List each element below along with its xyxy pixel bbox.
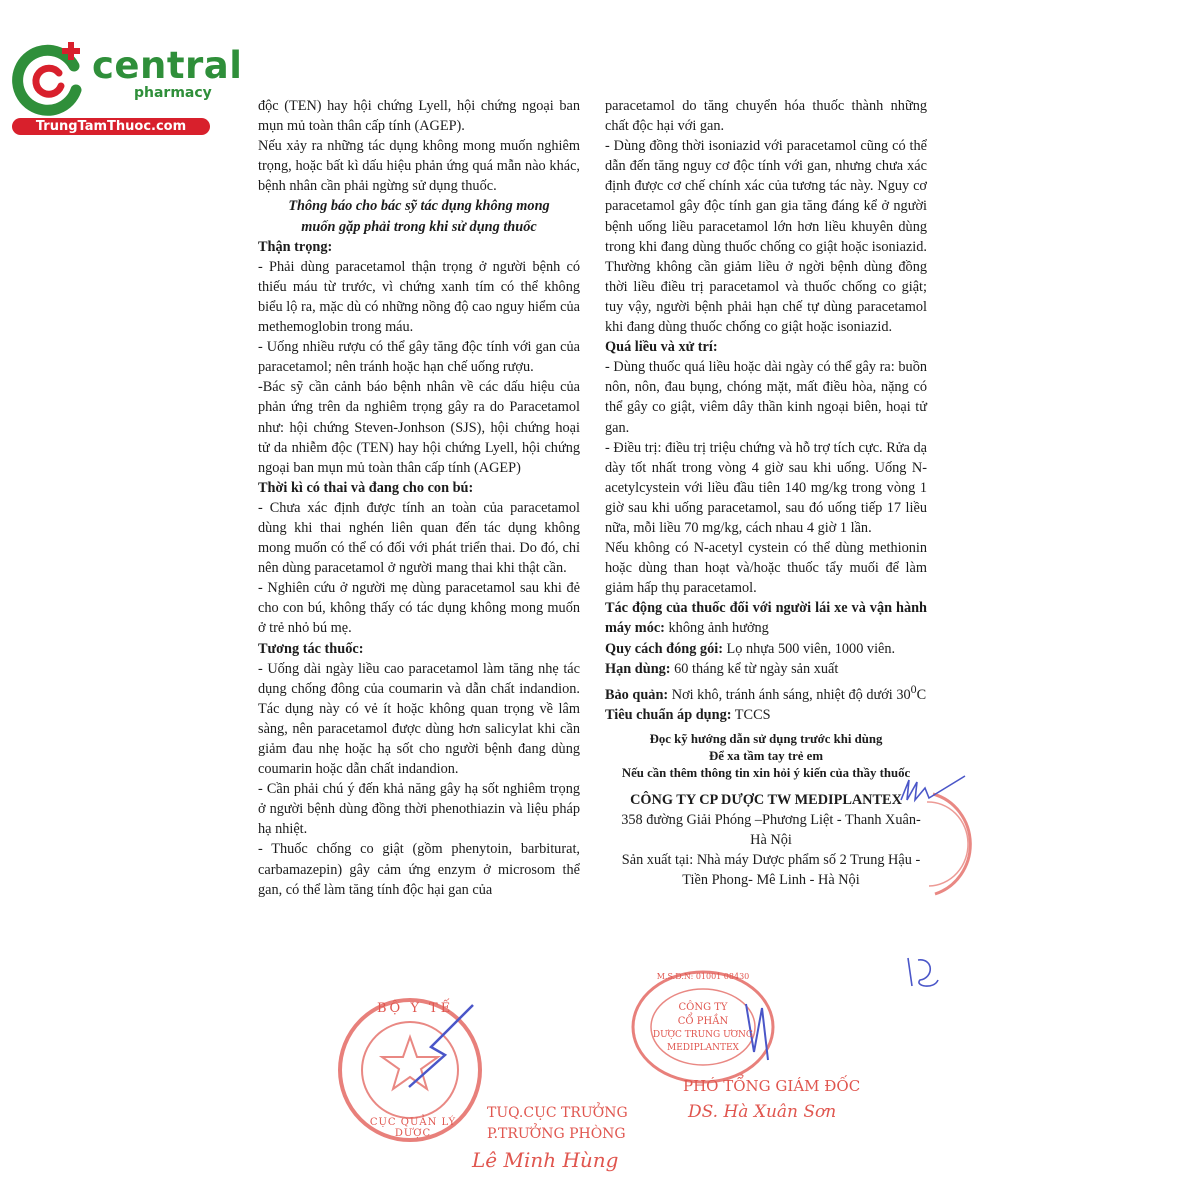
right-column <box>605 96 927 890</box>
note-line: Để xa tầm tay trẻ em <box>708 748 824 763</box>
paragraph: - Thuốc chống co giật (gồm phenytoin, barbiturat, carbamazepin) gây cảm ứng enzym ở microsom thể gan, có thể làm tăng tính độc hại gan của <box>258 841 580 898</box>
company-name: CÔNG TY CP DƯỢC TW MEDIPLANTEX <box>630 791 902 808</box>
brand-logo <box>12 38 243 138</box>
company-signer-name: DS. Hà Xuân Sơn <box>688 1102 837 1122</box>
initial-signature-icon <box>900 950 945 995</box>
company-address: 358 đường Giải Phóng –Phương Liệt - Thanh Xuân- Hà Nội <box>621 811 921 848</box>
paragraph: - Dùng thuốc quá liều hoặc dài ngày có thể gây ra: buồn nôn, nôn, đau bụng, chóng mặt, mất điều hòa, nặng có thể gây co giật, viêm dây thần kinh ngoại biên, hoại tử gan. <box>605 359 927 436</box>
storage-degree: 0 <box>910 681 917 696</box>
section-heading-caution: Thận trọng: <box>258 238 333 255</box>
paragraph: - Uống nhiều rượu có thể gây tăng độc tính với gan của paracetamol; nên tránh hoặc hạn chế uống rượu. <box>258 339 580 376</box>
paragraph: - Nghiên cứu ở người mẹ dùng paracetamol sau khi đẻ cho con bú, không thấy có tác dụng không mong muốn ở trẻ nhỏ bú mẹ. <box>258 580 580 637</box>
packaging-value: Lọ nhựa 500 viên, 1000 viên. <box>722 640 896 657</box>
standard-value: TCCS <box>731 706 771 723</box>
signer-title-2: P.TRƯỞNG PHÒNG <box>487 1126 626 1142</box>
expiry-value: 60 tháng kể từ ngày sản xuất <box>670 660 839 677</box>
paragraph: độc (TEN) hay hội chứng Lyell, hội chứng ngoại ban mụn mủ toàn thân cấp tính (AGEP). <box>258 98 580 135</box>
notice-heading-2: muốn gặp phải trong khi sử dụng thuốc <box>301 218 537 235</box>
driving-label: Tác động của thuốc đối với người lái xe và vận hành máy móc: <box>605 600 927 637</box>
packaging-label: Quy cách đóng gói: <box>605 640 723 657</box>
storage-value: Nơi khô, tránh ánh sáng, nhiệt độ dưới 30 <box>668 686 911 703</box>
paragraph: - Chưa xác định được tính an toàn của paracetamol dùng khi thai nghén liên quan đến tác dụng không mong muốn có thể có đối với phát triển thai. Do đó, chỉ nên dùng paracetamol ở người mang thai khi thật cần. <box>258 499 580 577</box>
storage-label: Bảo quản: <box>605 686 669 703</box>
paragraph: -Bác sỹ cần cảnh báo bệnh nhân về các dấu hiệu của phản ứng trên da nghiêm trọng gây ra do Paracetamol như: hội chứng Steven-Jonhson (SJS), hội chứng hoại tử da nhiễm độc (TEN) hay hội chứng Lyell, hội chứng ngoại ban mụn mủ toàn thân cấp tính (AGEP) <box>258 379 580 476</box>
standard-info <box>605 705 927 725</box>
central-pharmacy-logo-icon <box>12 38 92 118</box>
note-line: Đọc kỹ hướng dẫn sử dụng trước khi dùng <box>649 731 883 746</box>
paragraph: paracetamol do tăng chuyển hóa thuốc thành những chất độc hại với gan. <box>605 98 927 135</box>
signer-title-1: TUQ.CỤC TRƯỞNG <box>487 1105 628 1121</box>
brand-name: central <box>92 44 243 87</box>
stamp-top-text: BỘ Y TẾ <box>377 1001 454 1016</box>
note-line: Nếu cần thêm thông tin xin hỏi ý kiến của thầy thuốc <box>621 765 911 780</box>
paragraph: - Uống dài ngày liều cao paracetamol làm tăng nhẹ tác dụng chống đông của coumarin và dẫn chất indandion. Tác dụng này có vẻ ít hoặc không quan trọng về lâm sàng, nên paracetamol được dùng hơn salicylat khi cần giảm đau nhẹ hoặc hạ sốt cho người bệnh đang dùng coumarin hoặc dẫn chất indandion. <box>258 660 580 778</box>
driving-value: không ảnh hưởng <box>664 620 769 637</box>
notice-heading-1: Thông báo cho bác sỹ tác dụng không mong <box>288 198 550 215</box>
ministry-stamp <box>335 995 485 1145</box>
stamp-bottom-text: CỤC QUẢN LÝ DƯỢC <box>369 1117 457 1139</box>
paragraph: - Cần phải chú ý đến khả năng gây hạ sốt nghiêm trọng ở người bệnh dùng đồng thời phenothiazin và liệu pháp hạ nhiệt. <box>258 781 580 838</box>
company-stamp-line: CÔNG TY <box>678 1002 728 1013</box>
brand-url: TrungTamThuoc.com <box>12 118 210 135</box>
company-seal-icon <box>628 968 778 1086</box>
expiry-info <box>605 659 927 679</box>
driving-info <box>605 598 927 638</box>
manufacturing-address: Sản xuất tại: Nhà máy Dược phẩm số 2 Trung Hậu - Tiền Phong- Mê Linh - Hà Nội <box>621 851 921 889</box>
company-stamp-rim: M.S.D.N: 01001 08430 <box>656 972 750 981</box>
company-stamp <box>628 968 778 1086</box>
usage-notes <box>605 731 927 782</box>
brand-sub: pharmacy <box>134 85 212 101</box>
company-stamp-line: DƯỢC TRUNG ƯƠNG <box>652 1030 754 1040</box>
standard-label: Tiêu chuẩn áp dụng: <box>605 706 732 723</box>
paragraph: Nếu không có N-acetyl cystein có thể dùng methionin hoặc dùng than hoạt và/hoặc thuốc tẩy muối để làm giảm hấp thụ paracetamol. <box>605 540 927 597</box>
left-column <box>258 96 580 900</box>
signer-name: Lê Minh Hùng <box>472 1148 619 1172</box>
company-stamp-line: MEDIPLANTEX <box>667 1043 739 1053</box>
paragraph: - Điều trị: điều trị triệu chứng và hỗ trợ tích cực. Rửa dạ dày tốt nhất trong vòng 4 giờ sau khi uống. Uống N-acetylcystein với liều đầu tiên 140 mg/kg trong vòng 1 giờ sau khi uống paracetamol, sau đó uống tiếp 17 liều nữa, mỗi liều 70 mg/kg, cách nhau 4 giờ 1 lần. <box>605 439 927 536</box>
expiry-label: Hạn dùng: <box>605 660 671 677</box>
section-heading-pregnancy: Thời kì có thai và đang cho con bú: <box>258 479 474 496</box>
storage-info <box>605 679 927 705</box>
paragraph: - Dùng đồng thời isoniazid với paracetamol cũng có thể dẫn đến tăng nguy cơ độc tính với gan, nhưng chưa xác định được cơ chế chính xác của tương tác này. Nguy cơ paracetamol gây độc tính gan gia tăng đáng kể ở người bệnh uống liều paracetamol lớn hơn liều khuyên dùng trong khi đang dùng thuốc chống co giật hoặc isoniazid. Thường không cần giảm liều ở ngời bệnh dùng đồng thời liều điều trị paracetamol và thuốc chống co giật; tuy vậy, người bệnh phải hạn chế tự dùng paracetamol khi đang dùng thuốc chống co giật hoặc isoniazid. <box>605 138 927 336</box>
packaging-info <box>605 639 927 659</box>
storage-unit: C <box>916 686 927 703</box>
company-stamp-line: CỔ PHẦN <box>677 1016 729 1027</box>
section-heading-interactions: Tương tác thuốc: <box>258 640 364 657</box>
initial-signature-icon <box>895 770 970 810</box>
company-signer-title: PHÓ TỔNG GIÁM ĐỐC <box>683 1077 861 1095</box>
paragraph: - Phải dùng paracetamol thận trọng ở người bệnh có thiếu máu từ trước, vì chứng xanh tím có thể không biểu lộ ra, mặc dù có những nồng độ cao nguy hiểm của methemoglobin trong máu. <box>258 258 580 336</box>
paragraph: Nếu xảy ra những tác dụng không mong muốn nghiêm trọng, hoặc bất kì dấu hiệu phản ứng quá mẫn nào khác, bệnh nhân cần phải ngừng sử dụng thuốc. <box>258 138 580 195</box>
section-heading-overdose: Quá liều và xử trí: <box>605 339 718 356</box>
